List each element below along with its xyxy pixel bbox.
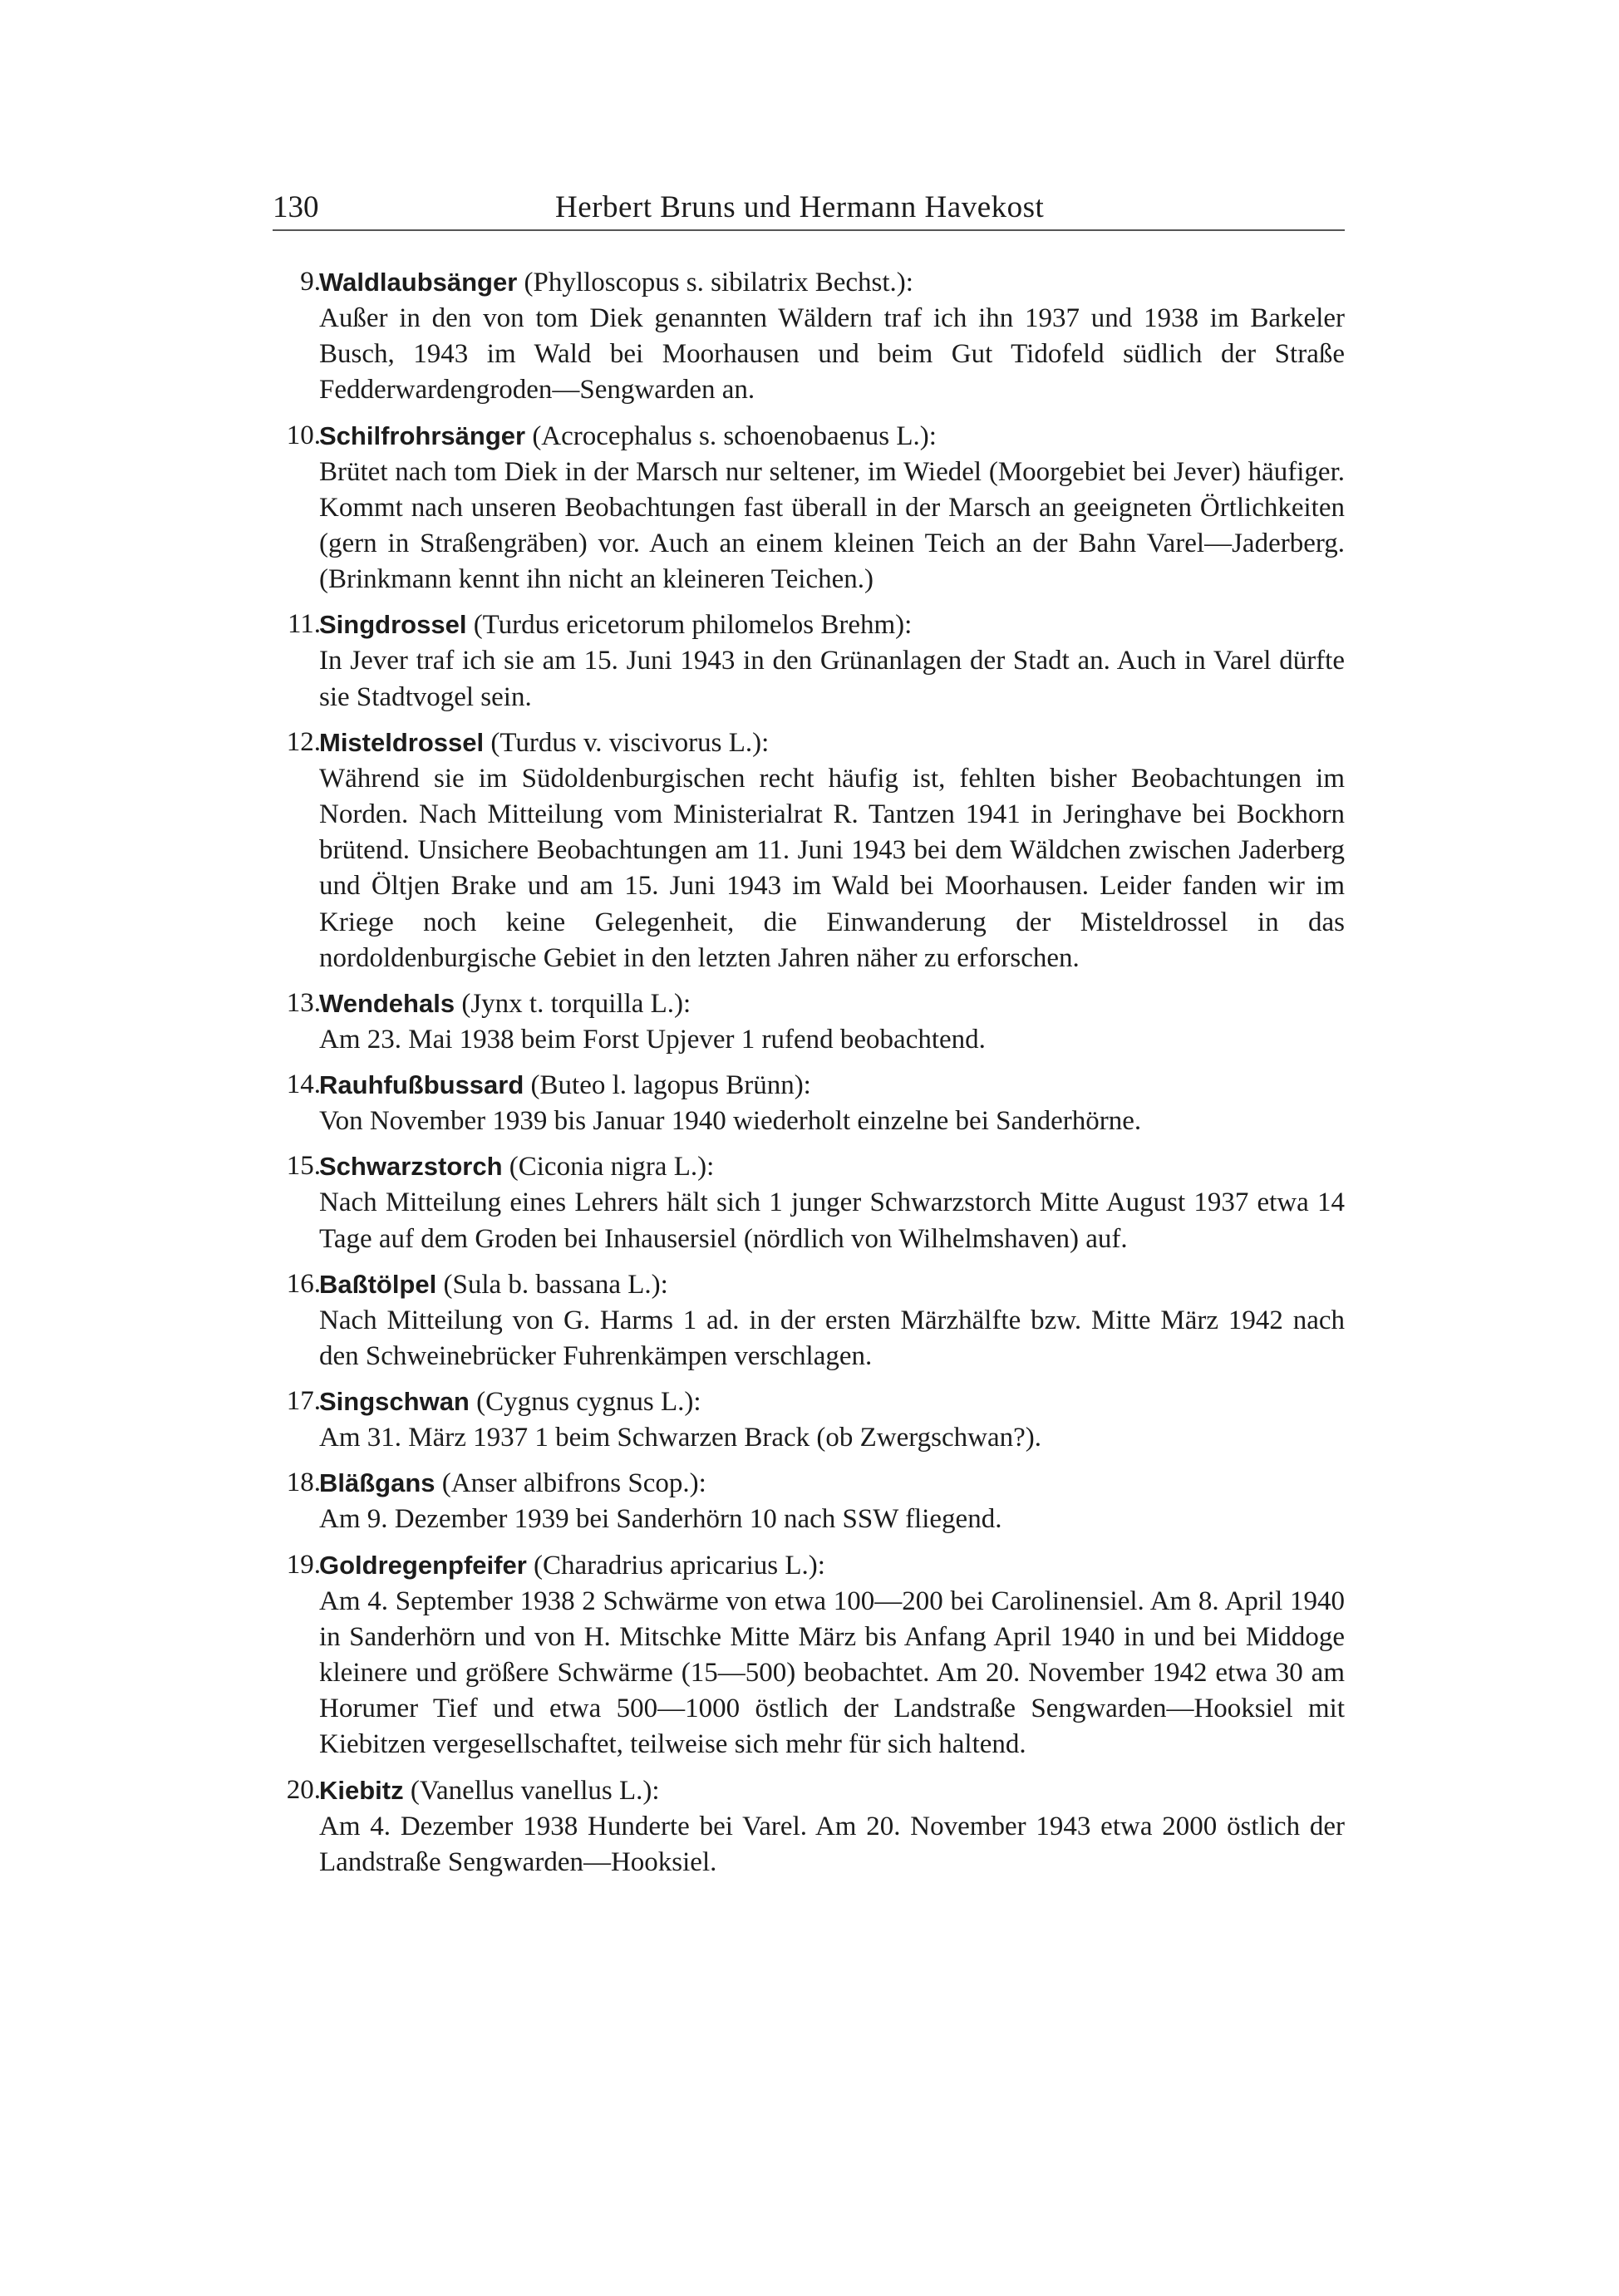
- entry-text: Nach Mitteilung eines Lehrers hält sich 1 junger Schwarzstorch Mitte August 1937 etwa 14 Tage auf dem Groden bei Inhausersiel (nördlich von Wilhelmshaven) auf.: [319, 1187, 1345, 1254]
- entry-text: Von November 1939 bis Januar 1940 wiederholt einzelne bei Sanderhörne.: [319, 1106, 1142, 1137]
- entry-number: 11.: [287, 609, 321, 640]
- species-list: [264, 264, 1345, 1890]
- species-entry: [264, 725, 1345, 976]
- species-entry: [264, 1067, 1345, 1139]
- entry-text: Am 31. März 1937 1 beim Schwarzen Brack (ob Zwergschwan?).: [319, 1423, 1042, 1453]
- entry-number: 20.: [286, 1774, 321, 1805]
- species-entry: [264, 986, 1345, 1058]
- species-entry: [264, 1547, 1345, 1763]
- entry-number: 14.: [286, 1069, 321, 1100]
- species-name: Misteldrossel: [319, 727, 485, 757]
- species-latin-name: (Turdus v. viscivorus L.):: [490, 727, 770, 758]
- species-name: Wendehals: [319, 989, 455, 1019]
- entry-text: Am 4. Dezember 1938 Hunderte bei Varel. Am 20. November 1943 etwa 2000 östlich der Landstraße Sengwarden—Hooksiel.: [319, 1811, 1345, 1877]
- species-latin-name: (Cygnus cygnus L.):: [476, 1387, 701, 1418]
- species-entry: [264, 1266, 1345, 1374]
- page-number: 130: [273, 190, 319, 224]
- entry-text: Am 23. Mai 1938 beim Forst Upjever 1 rufend beobachtend.: [319, 1025, 986, 1055]
- species-name: Schilfrohrsänger: [319, 420, 526, 450]
- entry-number: 13.: [286, 988, 321, 1019]
- entry-number: 17.: [286, 1386, 321, 1417]
- species-name: Rauhfußbussard: [319, 1070, 524, 1100]
- species-latin-name: (Turdus ericetorum philomelos Brehm):: [473, 610, 913, 641]
- species-latin-name: (Jynx t. torquilla L.):: [461, 989, 691, 1020]
- species-entry: [264, 418, 1345, 598]
- entry-number: 19.: [286, 1549, 321, 1580]
- species-latin-name: (Vanellus vanellus L.):: [410, 1775, 660, 1806]
- entry-text: Brütet nach tom Diek in der Marsch nur seltener, im Wiedel (Moorgebiet bei Jever) häufiger. Kommt nach unseren Beobachtungen fast überall in der Marsch an geeigneten Örtlichkeiten (gern in Straßengräben) vor. Auch an einem kleinen Teich an der Bahn Varel—Jaderberg. (Brinkmann kennt ihn nicht an kleineren Teichen.): [319, 456, 1345, 595]
- species-name: Baßtölpel: [319, 1269, 437, 1299]
- species-entry: [264, 1384, 1345, 1456]
- entry-number: 16.: [286, 1268, 321, 1299]
- species-latin-name: (Ciconia nigra L.):: [509, 1152, 715, 1182]
- species-latin-name: (Phylloscopus s. sibilatrix Bechst.):: [524, 268, 913, 297]
- species-latin-name: (Charadrius apricarius L.):: [534, 1550, 825, 1581]
- species-latin-name: (Anser albifrons Scop.):: [441, 1468, 706, 1499]
- entry-text: In Jever traf ich sie am 15. Juni 1943 in den Grünanlagen der Stadt an. Auch in Varel dürfte sie Stadtvogel sein.: [319, 646, 1345, 712]
- entry-text: Am 9. Dezember 1939 bei Sanderhörn 10 nach SSW fliegend.: [319, 1504, 1002, 1535]
- species-latin-name: (Sula b. bassana L.):: [443, 1269, 668, 1300]
- entry-text: Während sie im Südoldenburgischen recht häufig ist, fehlten bisher Beobachtungen im Norden. Nach Mitteilung vom Ministerialrat R. Tantzen 1941 in Jeringhave bei Bockhorn brütend. Unsichere Beobachtungen am 11. Juni 1943 bei dem Wäldchen zwischen Jaderberg und Öltjen Brake und am 15. Juni 1943 im Wald bei Moorhausen. Leider fanden wir im Kriege noch keine Gelegenheit, die Einwanderung der Misteldrossel in das nordoldenburgische Gebiet in den letzten Jahren näher zu erforschen.: [319, 763, 1345, 973]
- entry-number: 15.: [286, 1151, 321, 1182]
- entry-number: 18.: [286, 1468, 321, 1498]
- entry-text: Am 4. September 1938 2 Schwärme von etwa 100—200 bei Carolinensiel. Am 8. April 1940 in Sanderhörn und von H. Mitschke Mitte März bis Anfang April 1940 in und bei Middoge kleinere und größere Schwärme (15—500) beobachtet. Am 20. November 1942 etwa 30 am Horumer Tief und etwa 500—1000 östlich der Landstraße Sengwarden—Hooksiel mit Kiebitzen vergesellschaftet, teilweise sich mehr für sich haltend.: [319, 1586, 1345, 1760]
- entry-number: 12.: [286, 726, 321, 757]
- running-title: Herbert Bruns und Hermann Havekost: [555, 190, 1045, 224]
- species-name: Waldlaubsänger: [319, 268, 518, 297]
- species-name: Kiebitz: [319, 1775, 404, 1805]
- species-entry: [264, 1465, 1345, 1537]
- species-name: Singdrossel: [319, 610, 467, 640]
- species-latin-name: (Acrocephalus s. schoenobaenus L.):: [532, 420, 937, 451]
- species-entry: [264, 1148, 1345, 1256]
- entry-text: Nach Mitteilung von G. Harms 1 ad. in der ersten Märzhälfte bzw. Mitte März 1942 nach den Schweinebrücker Fuhrenkämpen verschlagen.: [319, 1305, 1345, 1372]
- species-name: Bläßgans: [319, 1468, 436, 1498]
- species-name: Singschwan: [319, 1387, 470, 1417]
- species-entry: [264, 607, 1345, 715]
- species-latin-name: (Buteo l. lagopus Brünn):: [530, 1070, 811, 1101]
- entry-number: 10.: [286, 420, 321, 450]
- page-header: [273, 186, 1345, 231]
- species-entry: [264, 1772, 1345, 1881]
- entry-number: 9.: [300, 267, 321, 297]
- species-entry: [264, 264, 1345, 409]
- species-name: Schwarzstorch: [319, 1152, 503, 1182]
- species-name: Goldregenpfeifer: [319, 1550, 527, 1580]
- entry-text: Außer in den von tom Diek genannten Wäldern traf ich ihn 1937 und 1938 im Barkeler Busch, 1943 im Wald bei Moorhausen und beim Gut Tidofeld südlich der Straße Fedderwardengroden—Sengwarden an.: [319, 303, 1345, 406]
